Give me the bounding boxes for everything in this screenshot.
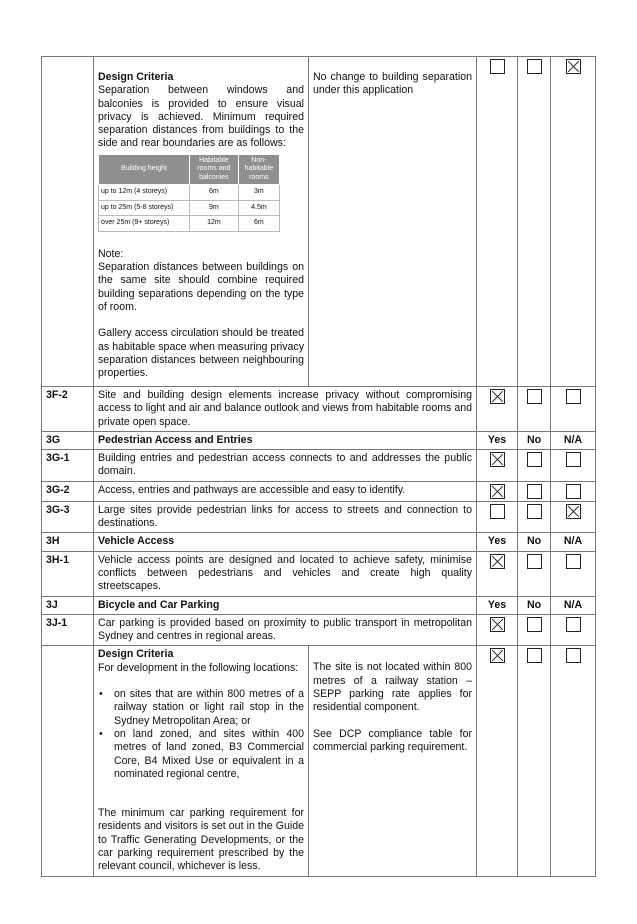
code-3h: 3H bbox=[42, 533, 94, 551]
text-3j-1: Car parking is provided based on proximity to public transport in metropolitan Sydney and centres in regional areas. bbox=[94, 614, 477, 646]
no-checkbox[interactable] bbox=[527, 504, 542, 519]
no-cell bbox=[518, 387, 551, 432]
code-3g: 3G bbox=[42, 431, 94, 449]
row-3h-1 bbox=[42, 551, 596, 596]
na-header: N/A bbox=[551, 596, 596, 614]
na-cell bbox=[551, 450, 596, 482]
na-cell bbox=[551, 551, 596, 596]
text-3g-3: Large sites provide pedestrian links for access to streets and connection to destinations. bbox=[94, 501, 477, 533]
title-3g: Pedestrian Access and Entries bbox=[94, 431, 477, 449]
table-row bbox=[99, 216, 280, 232]
yes-header: Yes bbox=[477, 431, 518, 449]
na-header: N/A bbox=[551, 533, 596, 551]
no-header: No bbox=[518, 431, 551, 449]
table-cell: 12m bbox=[190, 216, 239, 232]
list-item: • on land zoned, and sites within 400 metres of land zoned, B3 Commercial Core, B4 Mixed Use or equivalent in a nominated regional centre, bbox=[98, 728, 304, 781]
na-cell bbox=[551, 614, 596, 646]
note-label: Note: bbox=[98, 247, 124, 260]
row-3f-2 bbox=[42, 387, 596, 432]
design-criteria-row-parking bbox=[42, 646, 596, 876]
yes-checkbox-checked[interactable] bbox=[490, 617, 505, 632]
yes-cell bbox=[477, 481, 518, 501]
parking-intro: For development in the following locations: bbox=[98, 661, 299, 674]
no-header: No bbox=[518, 596, 551, 614]
code-3f-2: 3F-2 bbox=[42, 387, 94, 432]
no-checkbox[interactable] bbox=[527, 452, 542, 467]
no-cell bbox=[518, 450, 551, 482]
na-checkbox[interactable] bbox=[566, 648, 581, 663]
no-cell bbox=[518, 481, 551, 501]
section-3h bbox=[42, 533, 596, 551]
yes-checkbox-checked[interactable] bbox=[490, 484, 505, 499]
yes-cell bbox=[477, 551, 518, 596]
no-cell bbox=[518, 646, 551, 876]
na-checkbox-checked[interactable] bbox=[566, 504, 581, 519]
row-3g-1 bbox=[42, 450, 596, 482]
row-3g-2 bbox=[42, 481, 596, 501]
separation-distance-table bbox=[98, 154, 280, 232]
na-checkbox[interactable] bbox=[566, 554, 581, 569]
compliance-table bbox=[41, 56, 596, 877]
na-checkbox[interactable] bbox=[566, 389, 581, 404]
yes-cell bbox=[477, 614, 518, 646]
no-checkbox[interactable] bbox=[527, 648, 542, 663]
yes-cell bbox=[477, 450, 518, 482]
no-cell bbox=[518, 551, 551, 596]
na-cell bbox=[551, 481, 596, 501]
na-checkbox[interactable] bbox=[566, 452, 581, 467]
code-cell-empty bbox=[42, 646, 94, 876]
code-3g-2: 3G-2 bbox=[42, 481, 94, 501]
na-checkbox-checked[interactable] bbox=[566, 59, 581, 74]
na-checkbox[interactable] bbox=[566, 484, 581, 499]
title-3j: Bicycle and Car Parking bbox=[94, 596, 477, 614]
comment-cell bbox=[309, 646, 477, 876]
table-cell: up to 25m (5-8 storeys) bbox=[99, 200, 190, 216]
yes-checkbox-checked[interactable] bbox=[490, 648, 505, 663]
parking-comment-1: The site is not located within 800 metres of a railway station – SEPP parking rate applies for residential component. bbox=[313, 661, 472, 714]
no-header: No bbox=[518, 533, 551, 551]
separation-intro: Separation between windows and balconies is provided to ensure visual privacy is achieved. Minimum required separation distances from buildings to the side and rear boundaries are as follows: bbox=[98, 84, 304, 150]
design-criteria-row-separation bbox=[42, 57, 596, 387]
code-3j-1: 3J-1 bbox=[42, 614, 94, 646]
design-criteria-heading: Design Criteria bbox=[98, 648, 174, 661]
yes-header: Yes bbox=[477, 596, 518, 614]
na-header: N/A bbox=[551, 431, 596, 449]
code-3h-1: 3H-1 bbox=[42, 551, 94, 596]
no-cell bbox=[518, 614, 551, 646]
table-cell: 9m bbox=[190, 200, 239, 216]
row-3g-3 bbox=[42, 501, 596, 533]
yes-checkbox-checked[interactable] bbox=[490, 389, 505, 404]
gallery-access-text: Gallery access circulation should be treated as habitable space when measuring privacy separation distances between neighbouring properties. bbox=[98, 327, 304, 380]
location-bullet-list bbox=[98, 688, 304, 781]
no-checkbox[interactable] bbox=[527, 389, 542, 404]
no-checkbox[interactable] bbox=[527, 554, 542, 569]
table-cell: 4.5m bbox=[238, 200, 279, 216]
section-3g bbox=[42, 431, 596, 449]
title-3h: Vehicle Access bbox=[94, 533, 477, 551]
table-cell: over 25m (9+ storeys) bbox=[99, 216, 190, 232]
text-3g-2: Access, entries and pathways are accessible and easy to identify. bbox=[94, 481, 477, 501]
code-3g-3: 3G-3 bbox=[42, 501, 94, 533]
table-cell: up to 12m (4 storeys) bbox=[99, 185, 190, 201]
yes-checkbox-checked[interactable] bbox=[490, 452, 505, 467]
text-3g-1: Building entries and pedestrian access connects to and addresses the public domain. bbox=[94, 450, 477, 482]
na-cell bbox=[551, 501, 596, 533]
design-criteria-heading: Design Criteria bbox=[98, 71, 174, 83]
yes-checkbox[interactable] bbox=[490, 59, 505, 74]
parking-requirement-text: The minimum car parking requirement for residents and visitors is set out in the Guide to Traffic Generating Developments, or the car parking requirement prescribed by the relevant council, whichever is less. bbox=[98, 807, 304, 873]
row-3j-1 bbox=[42, 614, 596, 646]
yes-cell bbox=[477, 646, 518, 876]
code-3g-1: 3G-1 bbox=[42, 450, 94, 482]
no-cell bbox=[518, 57, 551, 387]
na-cell bbox=[551, 646, 596, 876]
header-building-height: Building height bbox=[99, 154, 190, 185]
code-cell-empty bbox=[42, 57, 94, 387]
na-cell bbox=[551, 387, 596, 432]
yes-cell bbox=[477, 501, 518, 533]
no-checkbox[interactable] bbox=[527, 484, 542, 499]
table-cell: 3m bbox=[238, 185, 279, 201]
yes-header: Yes bbox=[477, 533, 518, 551]
yes-checkbox[interactable] bbox=[490, 504, 505, 519]
separation-comment: No change to building separation under this application bbox=[313, 71, 472, 97]
na-cell bbox=[551, 57, 596, 387]
comment-cell bbox=[309, 57, 477, 387]
list-item: • on sites that are within 800 metres of a railway station or light rail stop in the Sydney Metropolitan Area; or bbox=[98, 688, 304, 728]
yes-checkbox-checked[interactable] bbox=[490, 554, 505, 569]
note-text: Separation distances between buildings on the same site should combine required building separations depending on the type of room. bbox=[98, 261, 304, 313]
no-cell bbox=[518, 501, 551, 533]
separation-header-row bbox=[99, 154, 280, 185]
text-3f-2: Site and building design elements increase privacy without compromising access to light and air and balance outlook and views from habitable rooms and private open space. bbox=[94, 387, 477, 432]
table-row bbox=[99, 185, 280, 201]
section-3j bbox=[42, 596, 596, 614]
text-3h-1: Vehicle access points are designed and located to achieve safety, minimise conflicts between pedestrians and vehicles and create high quality streetscapes. bbox=[94, 551, 477, 596]
code-3j: 3J bbox=[42, 596, 94, 614]
parking-comment-2: See DCP compliance table for commercial parking requirement. bbox=[313, 727, 472, 753]
header-non-habitable: Non-habitable rooms bbox=[238, 154, 279, 185]
yes-cell bbox=[477, 387, 518, 432]
header-habitable: Habitable rooms and balconies bbox=[190, 154, 239, 185]
table-row bbox=[99, 200, 280, 216]
criteria-cell bbox=[94, 57, 309, 387]
na-checkbox[interactable] bbox=[566, 617, 581, 632]
yes-cell bbox=[477, 57, 518, 387]
table-cell: 6m bbox=[190, 185, 239, 201]
criteria-cell bbox=[94, 646, 309, 876]
no-checkbox[interactable] bbox=[527, 617, 542, 632]
table-cell: 6m bbox=[238, 216, 279, 232]
no-checkbox[interactable] bbox=[527, 59, 542, 74]
